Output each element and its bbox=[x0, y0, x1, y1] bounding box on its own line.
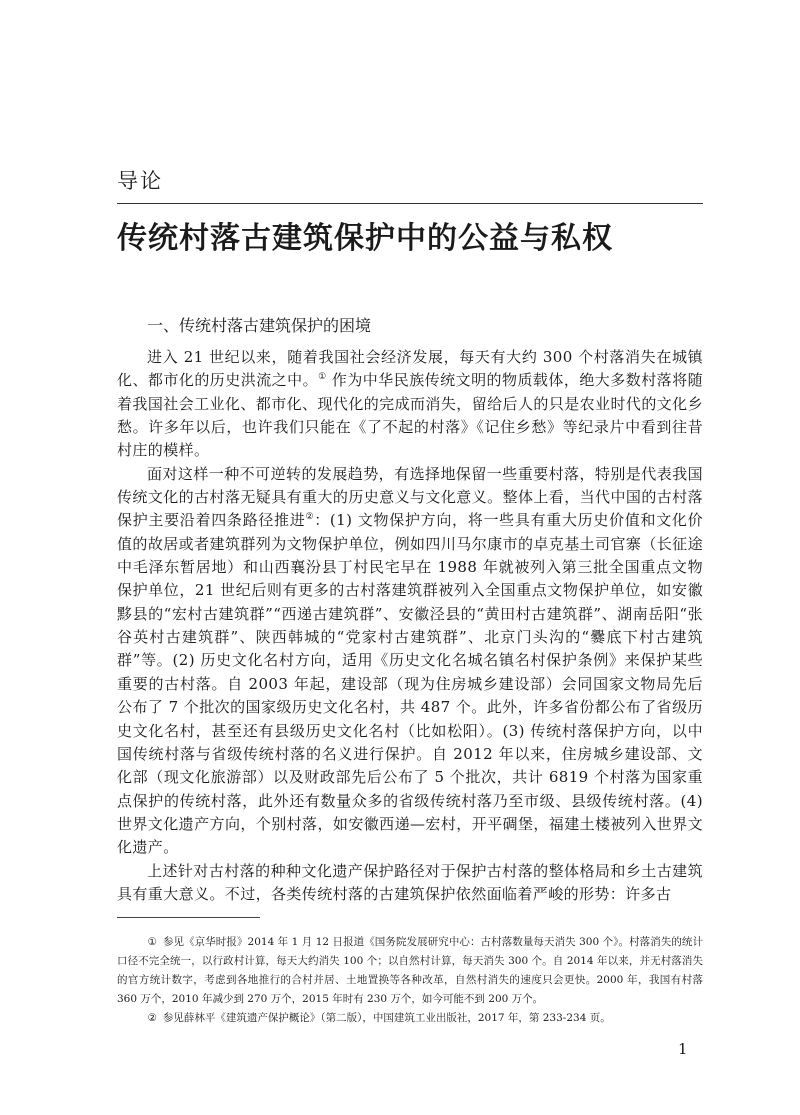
footnote-ref[interactable]: ① bbox=[318, 372, 327, 383]
footnotes bbox=[117, 933, 703, 1028]
chapter-title: 传统村落古建筑保护中的公益与私权 bbox=[117, 221, 613, 256]
footnote-ref[interactable]: ② bbox=[305, 512, 315, 523]
footnote-mark: ① bbox=[147, 936, 157, 948]
paragraph: 面对这样一种不可逆转的发展趋势，有选择地保留一些重要村落，特别是代表我国传统文化的古村落无疑具有重大的历史意义与文化意义。整体上看，当代中国的古村落保护主要沿着四条路径推进②：(1) 文物保护方向，将一些具有重大历史价值和文化价值的故居或者建筑群列为文物保护单位，例如四川马尔康市的卓克基土司官寨（长征途中毛泽东暂居地）和山西襄汾县丁村民宅早在 1988 年就被列入第三批全国重点文物保护单位，21 世纪后则有更多的古村落建筑群被列入全国重点文物保护单位，如安徽黟县的“宏村古建筑群”“西递古建筑群”、安徽泾县的“黄田村古建筑群”、湖南岳阳“张谷英村古建筑群”、陕西韩城的“党家村古建筑群”、北京门头沟的“爨底下村古建筑群”等。(2) 历史文化名村方向，适用《历史文化名城名镇名村保护条例》来保护某些重要的古村落。自 2003 年起，建设部（现为住房城乡建设部）会同国家文物局先后公布了 7 个批次的国家级历史文化名村，共 487 个。此外，许多省份都公布了省级历史文化名村，甚至还有县级历史文化名村（比如松阳）。(3) 传统村落保护方向，以中国传统村落与省级传统村落的名义进行保护。自 2012 年以来，住房城乡建设部、文化部（现文化旅游部）以及财政部先后公布了 5 个批次，共计 6819 个村落为国家重点保护的传统村落，此外还有数量众多的省级传统村落乃至市级、县级传统村落。(4) 世界文化遗产方向，个别村落，如安徽西递—宏村，开平碉堡，福建土楼被列入世界文化遗产。 bbox=[117, 464, 703, 857]
footnote-text: 参见《京华时报》2014 年 1 月 12 日报道《国务院发展研究中心：古村落数量每天消失 300 个》。村落消失的统计口径不完全统一，以行政村计算，每天大约消失 100 个；以自然村计算，每天消失 300 个。自 2014 年以来，并无村落消失的官方统计数字，考虑到各地推行的合村并居、土地置换等各种改革，自然村消失的速度只会更快。2000 年，我国有村落 360 万个，2010 年减少到 270 万个，2015 年时有 230 万个，如今可能不到 200 万个。 bbox=[117, 936, 703, 1005]
section-heading: 一、传统村落古建筑保护的困境 bbox=[147, 316, 372, 335]
footnote bbox=[117, 933, 703, 1009]
footnote-text: 参见薛林平《建筑遗产保护概论》（第二版），中国建筑工业出版社，2017 年，第 233-234 页。 bbox=[162, 1012, 611, 1024]
footnote bbox=[117, 1009, 703, 1028]
footnote-mark: ② bbox=[147, 1012, 157, 1024]
paragraph: 进入 21 世纪以来，随着我国社会经济发展，每天有大约 300 个村落消失在城镇化、都市化的历史洪流之中。① 作为中华民族传统文明的物质载体，绝大多数村落将随着我国社会工业化、都市化、现代化的完成而消失，留给后人的只是农业时代的文化乡愁。许多年以后，也许我们只能在《了不起的村落》《记住乡愁》等纪录片中看到往昔村庄的模样。 bbox=[117, 348, 704, 460]
paragraph: 上述针对古村落的种种文化遗产保护路径对于保护古村落的整体格局和乡土古建筑具有重大意义。不过，各类传统村落的古建筑保护依然面临着严峻的形势：许多古 bbox=[117, 861, 703, 903]
body-text bbox=[117, 346, 703, 906]
footnote-rule bbox=[117, 917, 260, 918]
page-number: 1 bbox=[678, 1040, 688, 1058]
chapter-label: 导论 bbox=[117, 169, 163, 193]
title-rule bbox=[117, 203, 703, 204]
